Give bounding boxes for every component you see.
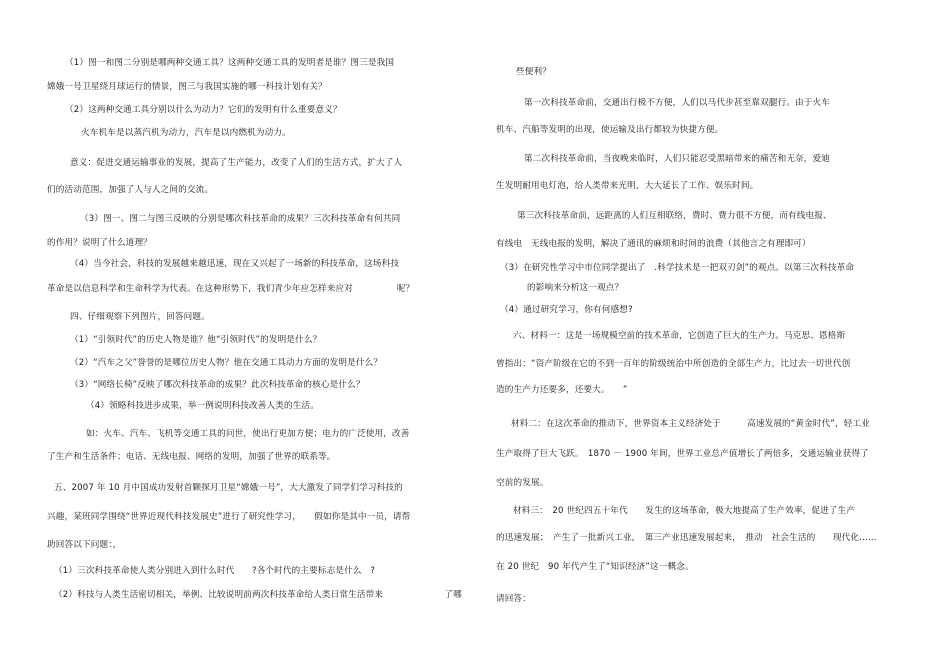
left-column-text-line: （1）三次科技革命使人类分别进入到什么时代 ?各个时代的主要标志是什么 ? [54,566,376,576]
left-column-text-line: 嫦娥一号卫星绕月球运行的情景，图三与我国实施的哪一科技计划有关？ [47,82,327,92]
right-column-text-line: 请回答： [496,594,531,604]
right-column-text-line: 第一次科技革命前，交通出行极不方便，人们以马代步甚至靠双腿行。由于火车 [524,98,831,108]
left-column-text-line: （1）“引领时代”的历史人物是谁？他“引领时代”的发明是什么？ [70,335,322,345]
right-column-text-line: （4）通过研究学习，你有何感想? [500,305,633,315]
right-column-text-line: 曾指出：“资产阶级在它的不到一百年的阶级统治中所创造的全部生产力，比过去一切世代创 [496,359,851,369]
left-column-text-line: （2）这两种交通工具分别以什么为动力？它们的发明有什么重要意义？ [65,105,342,115]
left-column-text-line: （3）图一、图二与图三反映的分别是哪次科技革命的成果？三次科技革命有何共同 [80,214,401,224]
left-column-text-line: （4）领略科技进步成果，举一例说明科技改善人类的生活。 [86,401,319,411]
left-column-text-line: 四、仔细观察下列图片，回答问题。 [70,312,210,322]
left-column-text-line: （1）图一和图二分别是哪两种交通工具？这两种交通工具的发明者是谁？图三是我国 [65,58,395,68]
left-column-text-line: 的作用？说明了什么道理？ [47,238,152,248]
right-column-text-line: 在 20 世纪 90 年代产生了“知识经济”这一概念。 [496,562,694,572]
left-column-text-line: 意义：促进交通运输事业的发展，提高了生产能力，改变了人们的生活方式，扩大了人 [70,158,403,168]
right-column-text-line: 六、材料一：这是一场规模空前的技术革命，它创造了巨大的生产力。马克思、恩格斯 [513,331,846,341]
left-column-text-line: 如：火车、汽车、飞机等交通工具的问世，使出行更加方便；电力的广泛使用，改善 [86,429,410,439]
left-column-text-line: （2）“汽车之父”誉誉的是哪位历史人物？他在交通工具动力方面的发明是什么？ [70,358,383,368]
right-column-text-line: 的迅速发展； 产生了一批新兴工业， 第三产业迅速发展起来， 推动 社会生活的 现代化…… [496,533,877,543]
left-column-text-line: （3）“网络长椅”反映了哪次科技革命的成果？此次科技革命的核心是什么？ [70,380,365,390]
left-column-text-line: （4）当今社会，科技的发展越来越迅速，现在又兴起了一场新的科技革命，这场科技 [70,259,400,269]
left-column-text-line: 助回答以下问题：， [47,540,122,550]
right-column-text-line: 第二次科技革命前，当夜晚来临时，人们只能忍受黑暗带来的痛苦和无奈，爱迪 [524,154,831,164]
right-column-text-line: 材料二：在这次革命的推动下，世界资本主义经济处于 高速发展的“黄金时代”，轻工业 [511,419,870,429]
right-column-text-line: 第三次科技革命前，远距离的人们互相联络，费时、费力很不方便，而有线电报、 [517,211,832,221]
right-column-text-line: 空前的发展。 [496,478,549,488]
right-column-text-line: （3）在研究性学习中市位同学提出了 .科学技术是一把双刃剑”的观点。以第三次科技革命 [500,263,855,273]
right-column-text-line: 有线电 无线电报的发明，解决了通讯的麻烦和时间的浪费（其他言之有理即可） [496,239,811,249]
left-column-text-line: 火车机车是以蒸汽机为动力，汽车是以内燃机为动力。 [81,128,291,138]
right-column-text-line: 造的生产力还要多，还要大。 ” [496,385,628,395]
left-column-text-line: （2）科技与人类生活密切相关，举例、比较说明前两次科技革命给人类日常生活带来 了哪 [54,590,462,600]
right-column-text-line: 些便利？ [516,67,551,77]
right-column-text-line: 生产取得了巨大飞跃。 1870 － 1900 年间，世界工业总产值增长了两倍多，交通运输业获得了 [496,449,869,459]
left-column-text-line: 革命是以信息科学和生命科学为代表。在这种形势下，我们青少年应怎样来应对 呢？ [47,284,415,294]
left-column-text-line: 五、2007 年 10 月中国成功发射首颗探月卫星“嫦娥一号”，大大激发了同学们学习科技的 [54,483,403,493]
left-column-text-line: 了生产和生活条件；电话、无线电报、网络的发明，加强了世界的联系等。 [47,452,336,462]
right-column-text-line: 机车、汽船等发明的出现，使运输及出行都较为快捷方便。 [496,125,724,135]
right-column-text-line: 材料三： 20 世纪四五十年代 发生的这场革命，极大地提高了生产效率，促进了生产 [513,506,856,516]
right-column-text-line: 的影响来分析这一观点？ [527,283,624,293]
right-column-text-line: 生发明耐用电灯泡，给人类带来光明，大大延长了工作、娱乐时间。 [496,181,759,191]
left-column-text-line: 们的活动范围，加强了人与人之间的交流。 [47,185,214,195]
left-column-text-line: 兴趣，某班同学围绕“世界近现代科技发展史”进行了研究性学习， 假如你是其中一员，请帮 [47,512,411,522]
